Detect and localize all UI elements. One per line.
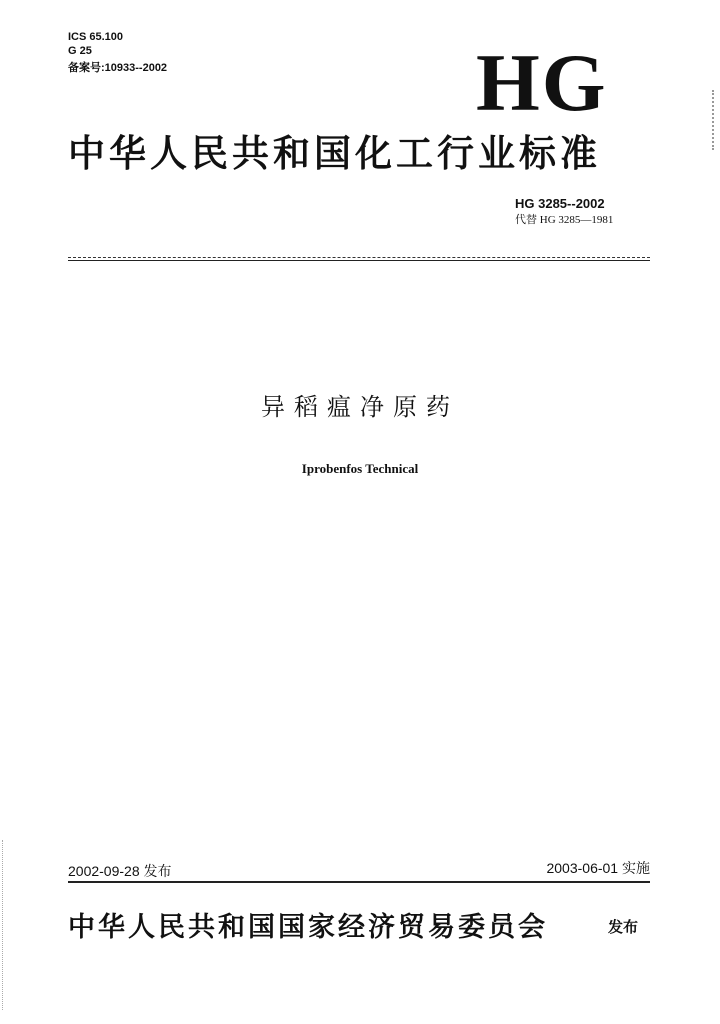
standard-number: HG 3285--2002 (515, 196, 605, 211)
hg-logo: HG (476, 37, 608, 128)
document-title: 异稻瘟净原药 (261, 393, 459, 421)
replaces-standard: 代替 HG 3285—1981 (515, 214, 614, 226)
document-title-english: Iprobenfos Technical (301, 461, 419, 476)
header-divider (68, 260, 650, 261)
ics-code: ICS 65.100 (68, 31, 124, 43)
filing-number: 备案号:10933--2002 (68, 62, 168, 74)
effective-date: 2003-06-01 实施 (546, 860, 650, 876)
scan-edge-marks (712, 90, 716, 150)
header-divider-dashed (68, 257, 650, 258)
issue-date: 2002-09-28 发布 (68, 863, 172, 879)
footer-divider (68, 881, 650, 883)
scan-edge-marks-left (2, 840, 4, 1010)
publisher-name: 中华人民共和国国家经济贸易委员会 (68, 912, 548, 943)
publisher-suffix: 发布 (608, 918, 639, 936)
class-code: G 25 (68, 45, 92, 57)
standard-category-title: 中华人民共和国化工行业标准 (68, 132, 601, 175)
